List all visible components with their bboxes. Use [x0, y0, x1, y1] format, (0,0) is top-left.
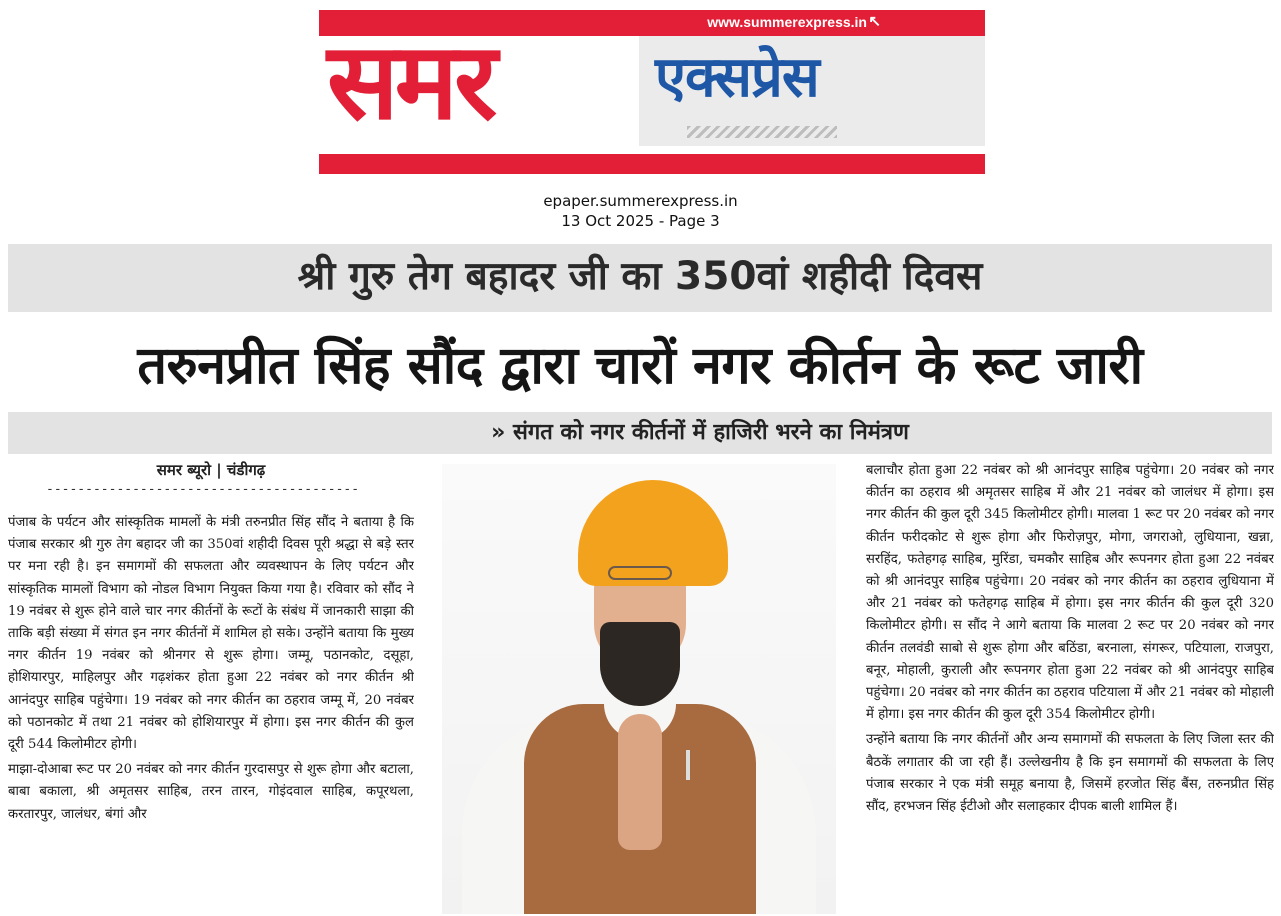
paragraph: बलाचौर होता हुआ 22 नवंबर को श्री आनंदपुर साहिब पहुंचेगा। 20 नवंबर को नगर कीर्तन का ठहराव श्री अमृतसर साहिब में और 21 नवंबर को जालंधर में होगा। इस नगर कीर्तन की कुल दूरी 345 किलोमीटर होगी। मालवा 1 रूट पर 20 नवंबर को नगर कीर्तन फरीदकोट से शुरू होगा और फिरोज़पुर, मोगा, जगराओ, लुधियाना, खन्ना, सरहिंद, फतेहगढ़ साहिब, मुरिंडा, चमकौर साहिब और रूपनगर होता हुआ 22 नवंबर को श्री आनंदपुर साहिब पहुंचेगा। 20 नवंबर को नगर कीर्तन का ठहराव लुधियाना में और 21 नवंबर को फतेहगढ़ साहिब में होगा। इस नगर कीर्तन की कुल दूरी 320 किलोमीटर होगी। स सौंद ने आगे बताया कि मालवा 2 रूट पर 20 नवंबर को नगर कीर्तन तलवंडी साबो से शुरू होगा और बठिंडा, बरनाला, संगरूर, पटियाला, राजपुरा, बनूर, मोहाली, कुराली और रूपनगर होता हुआ 22 नवंबर को श्री आनंदपुर साहिब पहुंचेगा। 20 नवंबर को नगर कीर्तन का ठहराव पटियाला में और 21 नवंबर को मोहाली में होगा। इस नगर कीर्तन की कुल दूरी 354 किलोमीटर होगी। [866, 463, 1274, 723]
paragraph: उन्होंने बताया कि नगर कीर्तनों और अन्य समागमों की सफलता के लिए जिला स्तर की बैठकें लगातार की जा रही हैं। उल्लेखनीय है कि इन समागमों की सफलता के लिए पंजाब सरकार ने एक मंत्री समूह बनाया है, जिसमें हरजोत सिंह बैंस, तरुनप्रीत सिंह सौंद, हरभजन सिंह ईटीओ और सलाहकार दीपक बाली शामिल हैं। [866, 732, 1274, 815]
paragraph: माझा-दोआबा रूट पर 20 नवंबर को नगर कीर्तन गुरदासपुर से शुरू होगा और बटाला, बाबा बकाला, श्री अमृतसर साहिब, तरन तारन, गोइंदवाल साहिब, कपूरथला, करतारपुर, जालंधर, बंगां और [8, 762, 414, 822]
kicker-title: श्री गुरु तेग बहादर जी का 350वां शहीदी दिवस [297, 254, 983, 299]
photo-pen [686, 750, 690, 780]
masthead-site-url[interactable]: www.summerexpress.in [707, 14, 867, 30]
article-column-left [8, 512, 414, 916]
photo-beard [600, 622, 680, 706]
masthead-logo [319, 10, 985, 174]
minister-photo [442, 464, 836, 914]
masthead-bottom-bar [319, 154, 985, 174]
cursor-arrow-icon: ↖ [868, 13, 881, 30]
edition-date-page: 13 Oct 2025 - Page 3 [561, 212, 720, 230]
epaper-url[interactable]: epaper.summerexpress.in [543, 192, 738, 210]
article-subhead: » संगत को नगर कीर्तनों में हाजिरी भरने का निमंत्रण [491, 420, 909, 445]
paragraph: पंजाब के पर्यटन और सांस्कृतिक मामलों के मंत्री तरुनप्रीत सिंह सौंद ने बताया है कि पंजाब सरकार श्री गुरु तेग बहादर जी का 350वां शहीदी दिवस पूरी श्रद्धा से बड़े स्तर पर मना रही है। इन समागमों की सफलता और व्यवस्थापन के लिए पर्यटन और सांस्कृतिक मामलों विभाग को नोडल विभाग नियुक्त किया गया है। रविवार को सौंद ने 19 नवंबर से शुरू होने वाले चार नगर कीर्तनों के रूटों के संबंध में जानकारी साझा की ताकि बड़ी संख्या में संगत इन नगर कीर्तनों में शामिल हो सके। उन्होंने बताया कि मुख्य नगर कीर्तन 19 नवंबर को श्रीनगर से शुरू होगा। जम्मू, पठानकोट, दसूहा, होशियारपुर, माहिलपुर और गढ़शंकर होता हुआ 22 नवंबर को नगर कीर्तन श्री आनंदपुर साहिब पहुंचेगा। 19 नवंबर को नगर कीर्तन का ठहराव जम्मू में, 20 नवंबर को पठानकोट में तथा 21 नवंबर को होशियारपुर में होगा। इस नगर कीर्तन की कुल दूरी 544 किलोमीटर होगी। [8, 515, 414, 753]
byline-divider: ---------------------------------------- [46, 482, 360, 497]
subhead-band [8, 412, 1272, 454]
article-headline: तरुनप्रीत सिंह सौंद द्वारा चारों नगर कीर्तन के रूट जारी [137, 336, 1143, 396]
kicker-band [8, 244, 1272, 312]
masthead-hatch-decoration [687, 126, 837, 138]
article-byline: समर ब्यूरो | चंडीगढ़ [156, 461, 266, 479]
article-column-right [866, 460, 1274, 916]
photo-glasses [608, 566, 672, 580]
masthead-brand-main: समर [327, 20, 494, 143]
masthead-brand-sub: एक्सप्रेस [655, 45, 819, 110]
photo-folded-hands [618, 714, 662, 850]
